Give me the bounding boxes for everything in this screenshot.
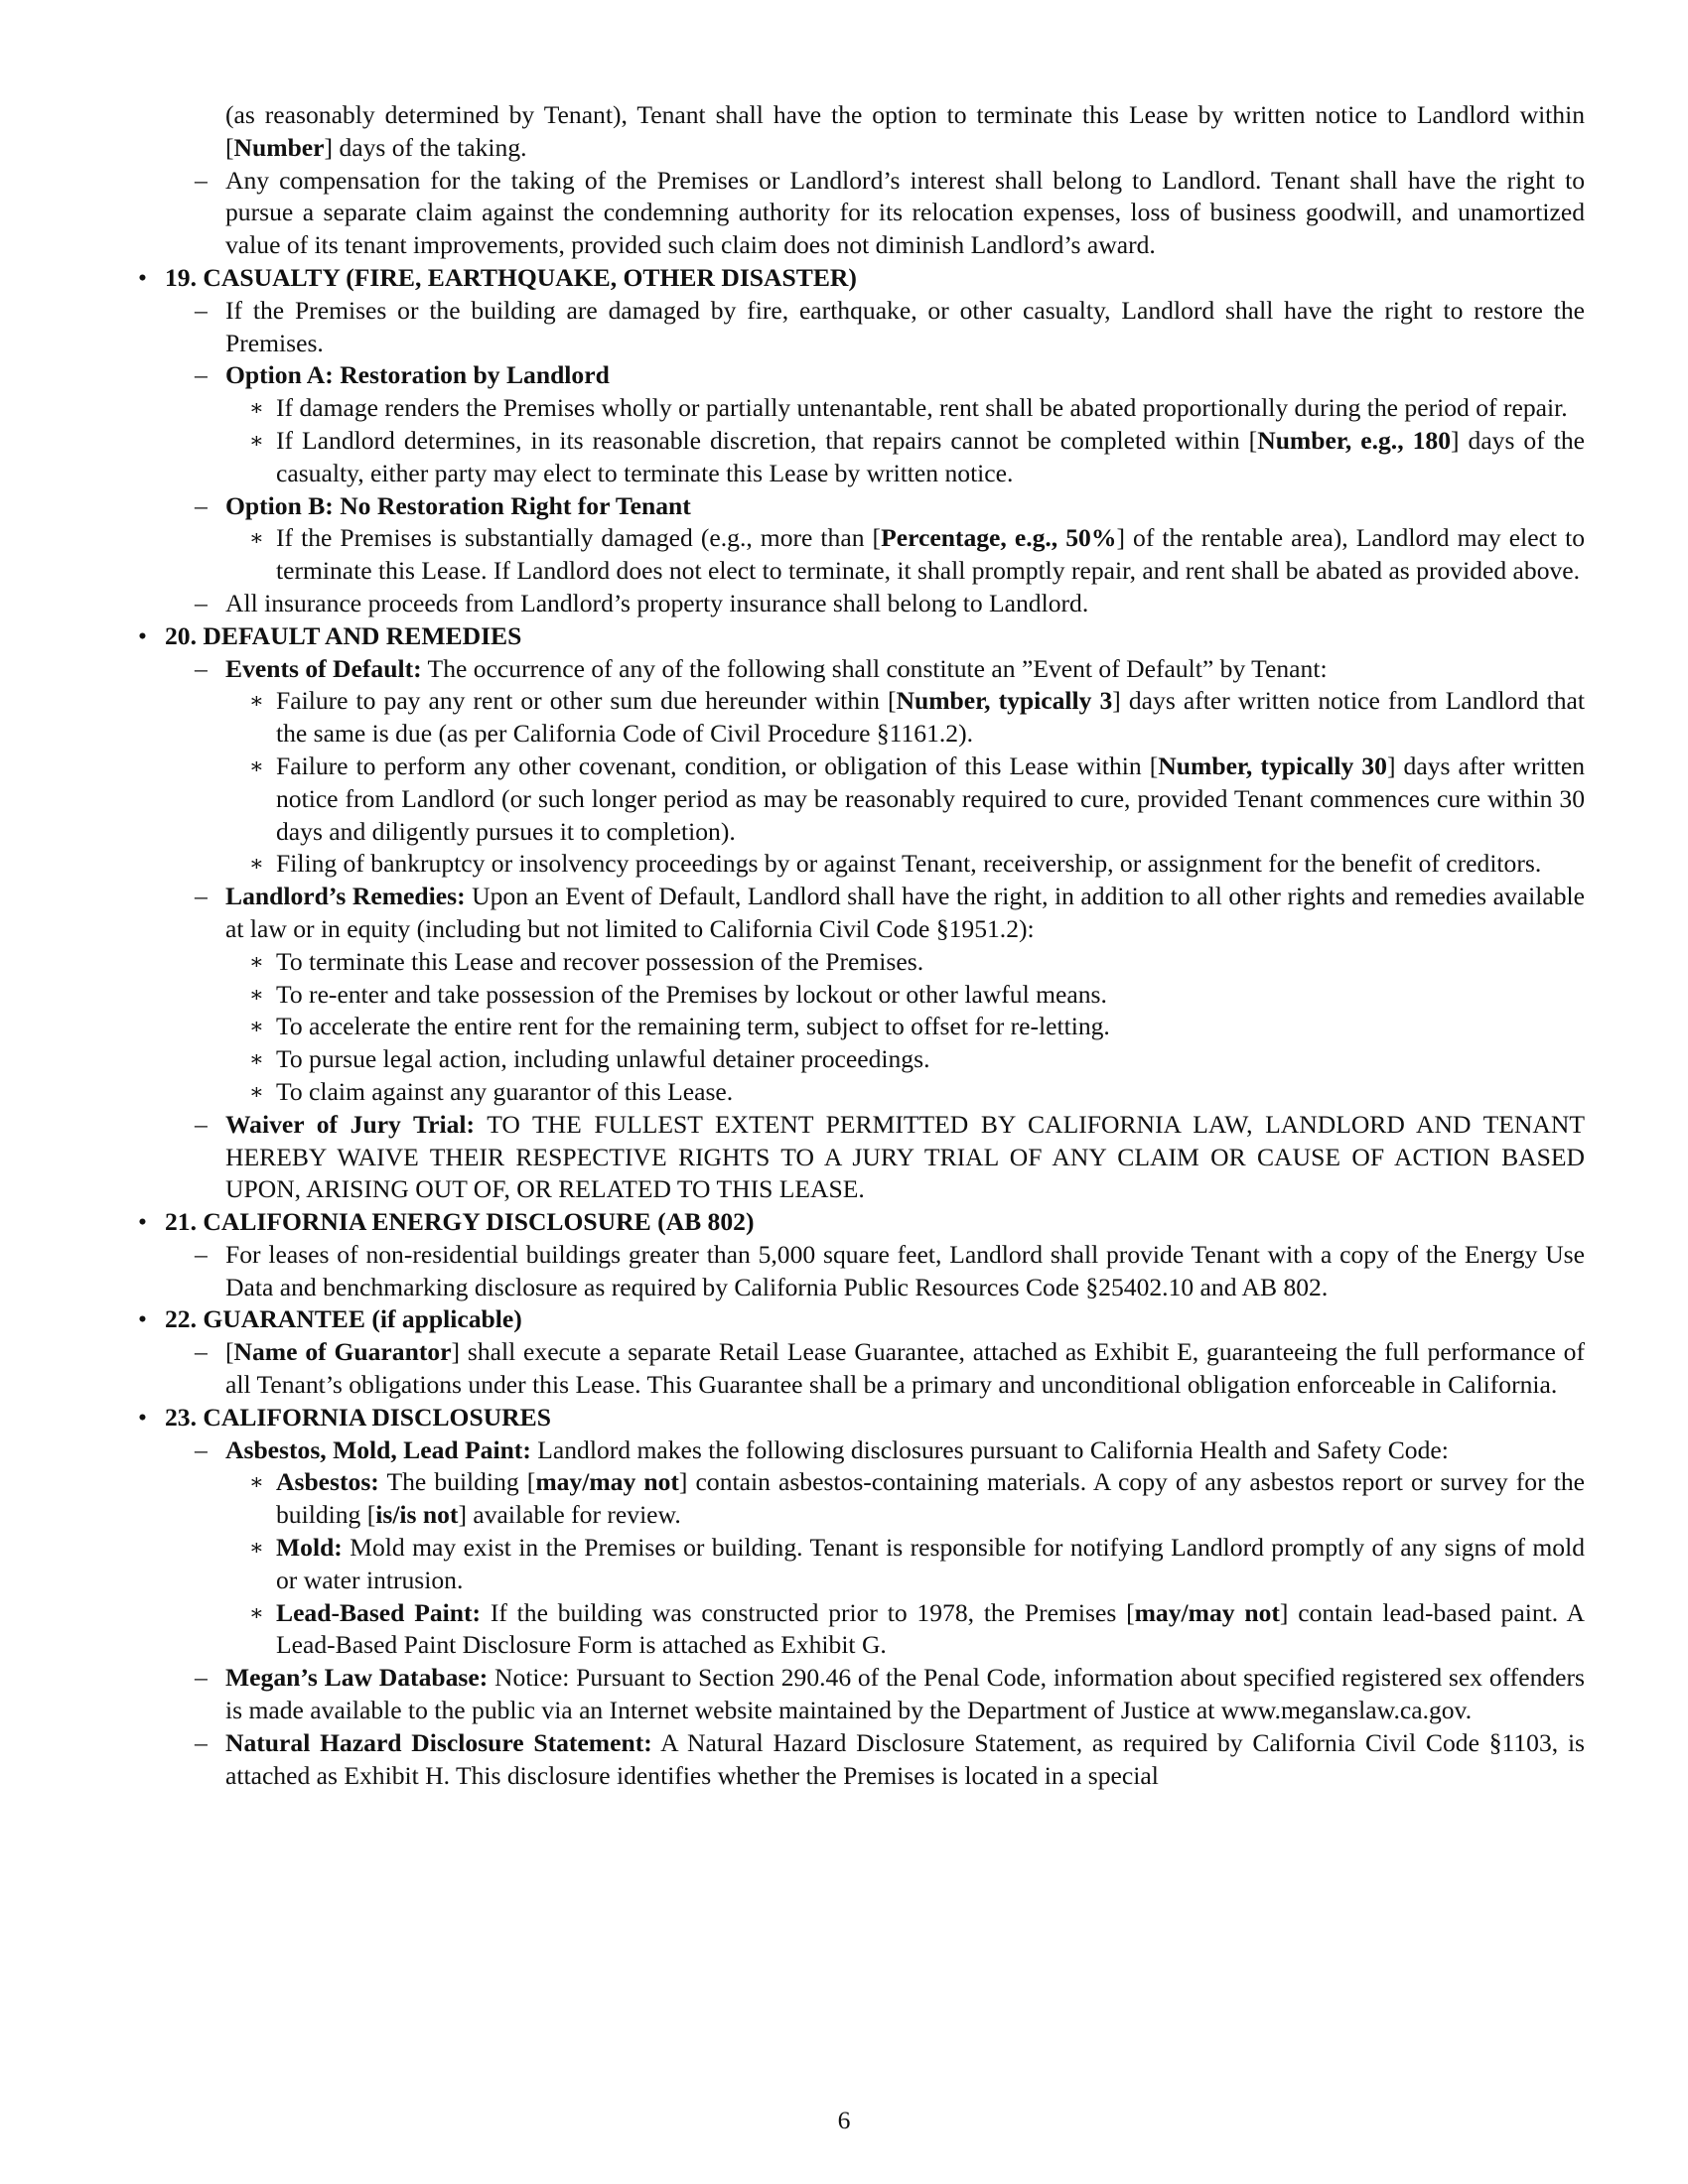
s20-jury-waiver: – Waiver of Jury Trial: TO THE FULLEST EXTENT PERMITTED BY CALIFORNIA LAW, LANDLORD AND TENANT HEREBY WAIVE THEIR RESPECTIVE RIGHTS TO A JURY TRIAL OF ANY CLAIM OR CAUSE OF ACTION BASED UPON, ARISING OUT OF, OR RELATED TO THIS LEASE. [195,1109,1585,1204]
s20-remedy: ∗ To re-enter and take possession of the Premises by lockout or other lawful means. [249,979,1107,1009]
s19-intro: – If the Premises or the building are damaged by fire, earthquake, or other casualty, Landlord shall have the right to restore the Premises. [195,295,1585,357]
section-19-heading: • 19. CASUALTY (FIRE, EARTHQUAKE, OTHER DISASTER) [138,262,857,292]
section-22-heading: • 22. GUARANTEE (if applicable) [138,1304,522,1334]
continuation-paragraph: (as reasonably determined by Tenant), Tenant shall have the option to terminate this Lease by written notice to Landlord within [Number] days of the taking. [225,100,1585,162]
s22-text: – [Name of Guarantor] shall execute a separate Retail Lease Guarantee, attached as Exhibit E, guaranteeing the full performance of all Tenant’s obligations under this Lease. This Guarantee shall be a primary and unconditional obligation enforceable in California. [195,1337,1585,1400]
s20-event-1: ∗ Failure to pay any rent or other sum due hereunder within [Number, typically 3] days after written notice from Landlord that the same is due (as per California Code of Civil Procedure §1161.2). [249,686,1585,749]
section-20-heading: • 20. DEFAULT AND REMEDIES [138,620,522,650]
s19-insurance: – All insurance proceeds from Landlord’s property insurance shall belong to Landlord. [195,588,1089,617]
page-body [0,99,1688,1792]
s19-option-b-item-1: ∗ If the Premises is substantially damaged (e.g., more than [Percentage, e.g., 50%] of the rentable area), Landlord may elect to terminate this Lease. If Landlord does not elect to terminate, it shall promptly repair, and rent shall be abated as provided above. [249,523,1586,586]
s23-lead-paint: ∗ Lead-Based Paint: If the building was constructed prior to 1978, the Premises [may/may not] contain lead-based paint. A Lead-Based Paint Disclosure Form is attached as Exhibit G. [249,1597,1585,1660]
s23-mold: ∗ Mold: Mold may exist in the Premises or building. Tenant is responsible for notifying Landlord promptly of any signs of mold or water intrusion. [249,1533,1585,1594]
s19-option-b: – Option B: No Restoration Right for Tenant [195,490,691,520]
s23-asbestos-mold-lead: – Asbestos, Mold, Lead Paint: Landlord makes the following disclosures pursuant to California Health and Safety Code: [195,1434,1449,1464]
s20-event-2: ∗ Failure to perform any other covenant, condition, or obligation of this Lease within [Number, typically 30] days after written notice from Landlord (or such longer period as may be reasonably required to cure, provided Tenant commences cure within 30 days and diligently pursues it to completion). [249,751,1585,846]
section-23-heading: • 23. CALIFORNIA DISCLOSURES [138,1402,551,1432]
page-number: 6 [837,2106,851,2134]
s20-remedy: ∗ To pursue legal action, including unlawful detainer proceedings. [249,1044,930,1074]
s23-asbestos: ∗ Asbestos: The building [may/may not] contain asbestos-containing materials. A copy of any asbestos report or survey for the building [is/is not] available for review. [249,1467,1586,1530]
s23-megans-law: – Megan’s Law Database: Notice: Pursuant to Section 290.46 of the Penal Code, information about specified registered sex offenders is made available to the public via an Internet website maintained by the Department of Justice at www.meganslaw.ca.gov. [195,1663,1585,1725]
s20-remedy: ∗ To terminate this Lease and recover possession of the Premises. [249,946,924,976]
s20-remedy: ∗ To accelerate the entire rent for the remaining term, subject to offset for re-letting. [249,1012,1110,1041]
s19-option-a-item-2: ∗ If Landlord determines, in its reasonable discretion, that repairs cannot be completed within [Number, e.g., 180] days of the casualty, either party may elect to terminate this Lease by written notice. [249,425,1586,487]
taking-compensation-item: – Any compensation for the taking of the Premises or Landlord’s interest shall belong to Landlord. Tenant shall have the right to pursue a separate claim against the condemning authority for its relocation expenses, loss of business goodwill, and unamortized value of its tenant improvements, provided such claim does not diminish Landlord’s award. [195,165,1585,260]
s20-remedy: ∗ To claim against any guarantor of this Lease. [249,1076,734,1106]
s20-events-of-default: – Events of Default: The occurrence of any of the following shall constitute an ”Event of Default” by Tenant: [195,653,1328,683]
s19-option-a-item-1: ∗ If damage renders the Premises wholly or partially untenantable, rent shall be abated proportionally during the period of repair. [249,393,1568,423]
s21-text: – For leases of non-residential buildings greater than 5,000 square feet, Landlord shall provide Tenant with a copy of the Energy Use Data and benchmarking disclosure as required by California Public Resources Code §25402.10 and AB 802. [195,1239,1585,1301]
s19-option-a: – Option A: Restoration by Landlord [195,360,610,390]
s20-landlord-remedies: – Landlord’s Remedies: Upon an Event of Default, Landlord shall have the right, in addition to all other rights and remedies available at law or in equity (including but not limited to California Civil Code §1951.2): [195,882,1585,943]
s23-natural-hazard: – Natural Hazard Disclosure Statement: A Natural Hazard Disclosure Statement, as required by California Civil Code §1103, is attached as Exhibit H. This disclosure identifies whether the Premises is located in a special [195,1727,1586,1790]
section-21-heading: • 21. CALIFORNIA ENERGY DISCLOSURE (AB 802) [138,1207,755,1237]
s20-event-3: ∗ Filing of bankruptcy or insolvency proceedings by or against Tenant, receivership, or assignment for the benefit of creditors. [249,849,1542,879]
